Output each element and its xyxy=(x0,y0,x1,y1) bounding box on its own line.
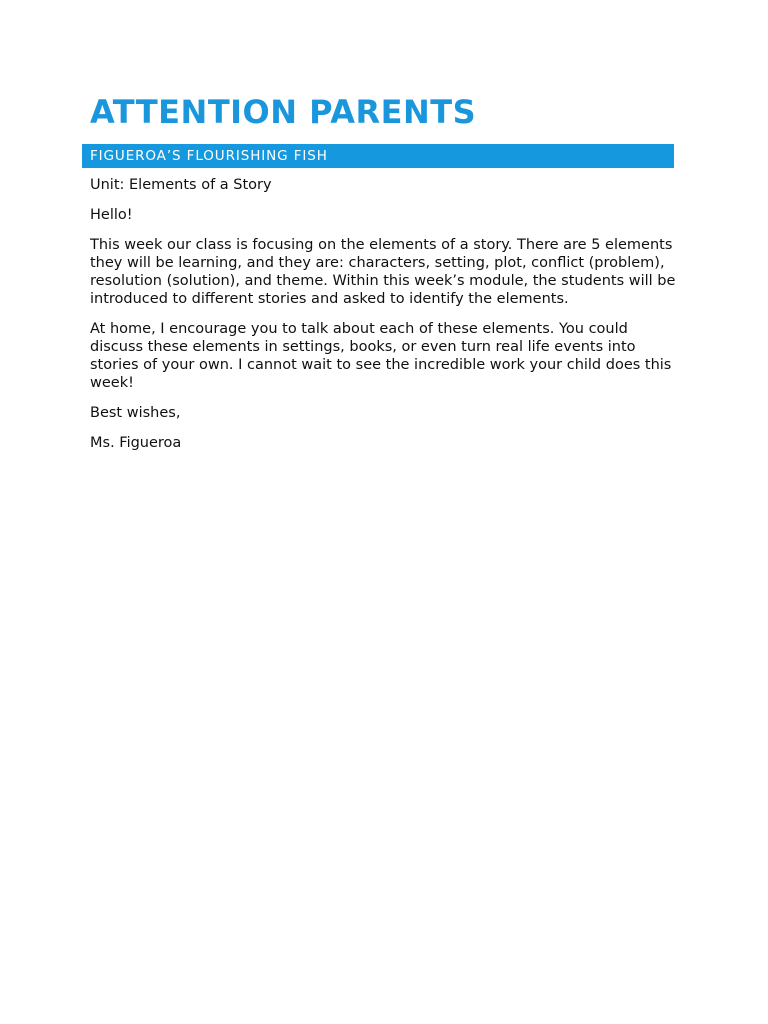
signature: Ms. Figueroa xyxy=(90,435,182,451)
paragraph-home: At home, I encourage you to talk about each of these elements. You could discuss these elements in settings, books, or even turn real life events into stories of your own. I cannot wait to see the incredible work your child does this week! xyxy=(90,321,672,391)
closing: Best wishes, xyxy=(90,405,181,421)
class-name-banner: FIGUEROA’S FLOURISHING FISH xyxy=(82,144,674,168)
letter-body xyxy=(90,176,682,452)
letter-content xyxy=(90,92,682,464)
paragraph-intro: This week our class is focusing on the elements of a story. There are 5 elements they will be learning, and they are: characters, setting, plot, conflict (problem), resolution (solution), and theme. Within this week’s module, the students will be introduced to different stories and asked to identify the elements. xyxy=(90,237,676,307)
greeting: Hello! xyxy=(90,207,133,223)
unit-line: Unit: Elements of a Story xyxy=(90,177,272,193)
page-title: ATTENTION PARENTS xyxy=(90,93,477,131)
